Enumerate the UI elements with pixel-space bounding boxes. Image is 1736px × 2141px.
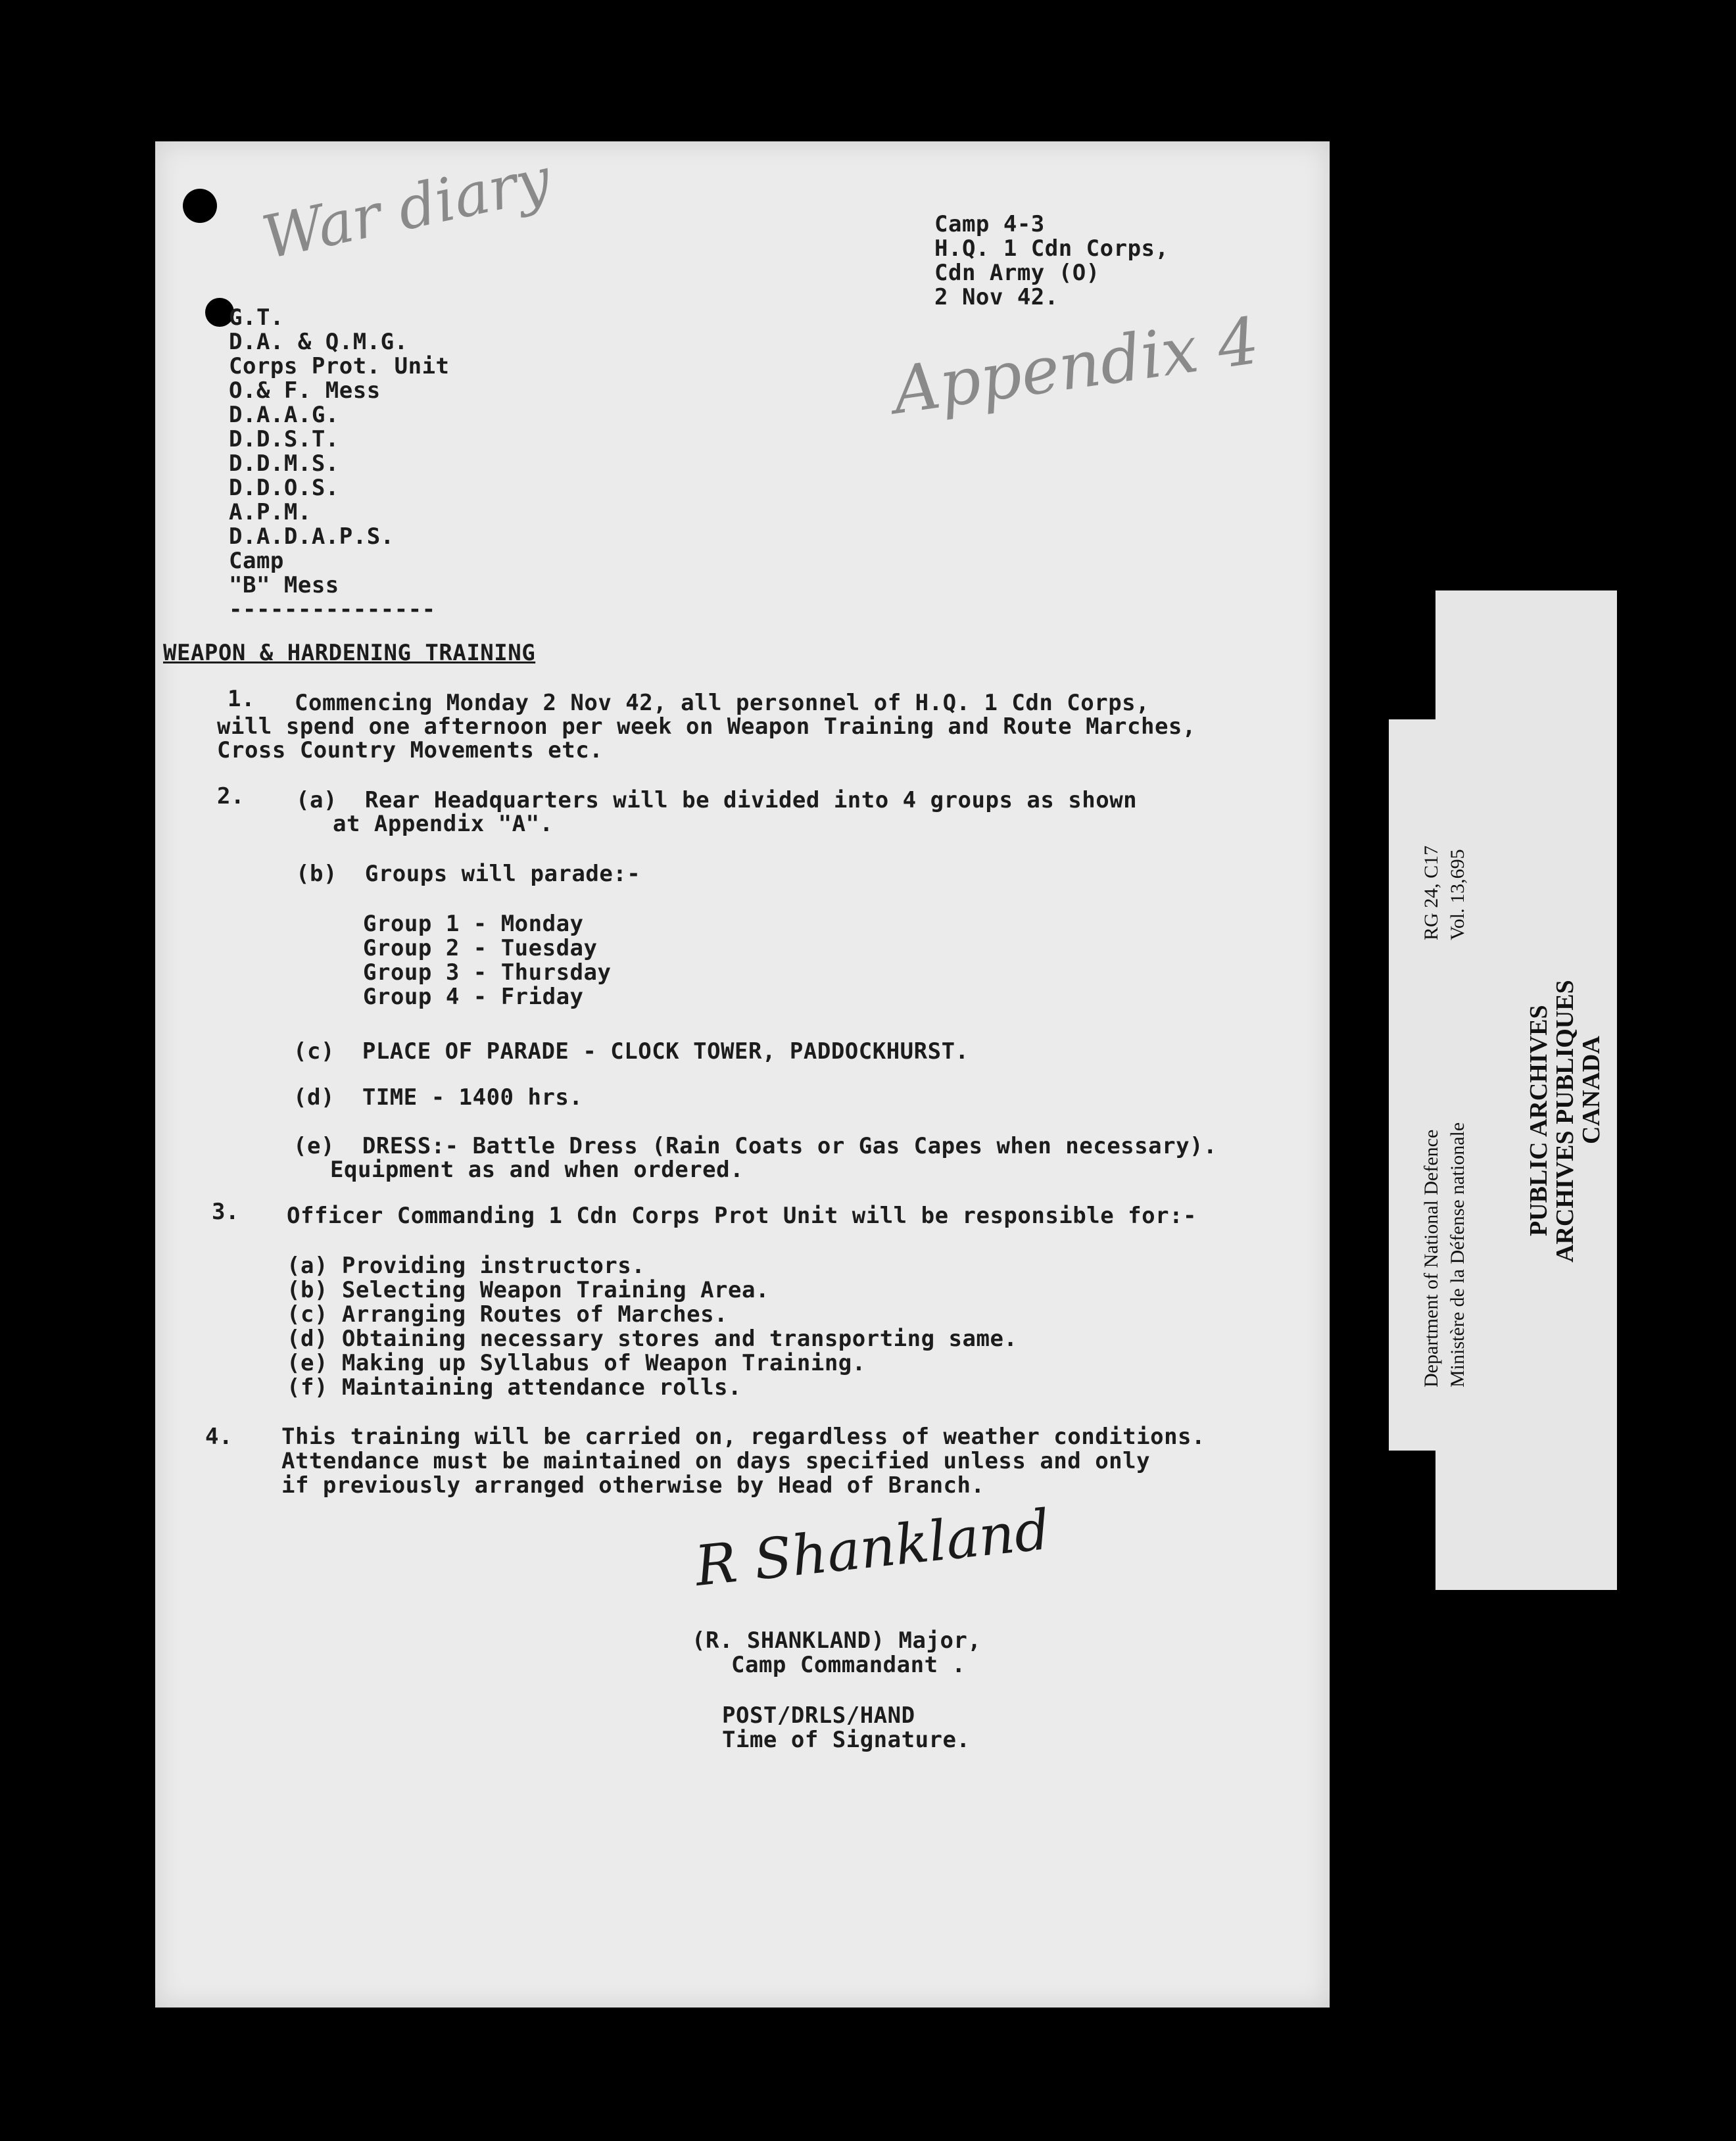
header-date: 2 Nov 42.: [934, 284, 1059, 310]
header-army: Cdn Army (O): [934, 260, 1100, 286]
distribution-item: G.T.: [229, 304, 284, 331]
distribution-item: D.D.S.T.: [229, 426, 339, 452]
para2-a: (a) Rear Headquarters will be divided into 4 groups as shown: [296, 787, 1138, 813]
para1-number: 1.: [228, 686, 255, 712]
para2-number: 2.: [217, 783, 245, 809]
archive-public-en: PUBLIC ARCHIVES: [1525, 1005, 1553, 1236]
archive-dept-en: Department of National Defence: [1420, 1129, 1442, 1387]
document-page: [155, 141, 1330, 2008]
footer-time: Time of Signature.: [722, 1727, 971, 1753]
para3-item: (a) Providing instructors.: [287, 1253, 646, 1279]
para2-e: (e) DRESS:- Battle Dress (Rain Coats or Gas Capes when necessary).: [293, 1133, 1217, 1159]
header-hq: H.Q. 1 Cdn Corps,: [934, 235, 1169, 262]
para4-line: Attendance must be maintained on days specified unless and only: [281, 1448, 1151, 1474]
archive-public-fr: ARCHIVES PUBLIQUES: [1551, 980, 1579, 1263]
para4-line: This training will be carried on, regardless of weather conditions.: [281, 1424, 1205, 1450]
archive-ref2: Vol. 13,695: [1447, 849, 1468, 940]
group-line: Group 4 - Friday: [363, 984, 584, 1010]
para1-line: Cross Country Movements etc.: [217, 737, 604, 763]
para4-number: 4.: [205, 1424, 233, 1450]
distribution-divider: ---------------: [229, 596, 436, 623]
footer-dispatch: POST/DRLS/HAND: [722, 1702, 915, 1729]
distribution-item: O.& F. Mess: [229, 377, 381, 404]
archive-dept-fr: Ministère de la Défense nationale: [1447, 1122, 1468, 1387]
para2-e: Equipment as and when ordered.: [330, 1157, 744, 1183]
subject-heading: WEAPON & HARDENING TRAINING: [163, 640, 536, 666]
para2-b: (b) Groups will parade:-: [296, 861, 641, 887]
para2-a: at Appendix "A".: [333, 811, 554, 837]
signature-name: (R. SHANKLAND) Major,: [692, 1627, 982, 1654]
para1-line: Commencing Monday 2 Nov 42, all personnel of H.Q. 1 Cdn Corps,: [295, 690, 1150, 716]
distribution-item: D.D.M.S.: [229, 450, 339, 477]
para3-intro: Officer Commanding 1 Cdn Corps Prot Unit will be responsible for:-: [287, 1203, 1197, 1229]
distribution-item: D.D.O.S.: [229, 475, 339, 501]
punch-hole: [183, 189, 217, 223]
group-line: Group 3 - Thursday: [363, 959, 612, 986]
distribution-item: D.A.D.A.P.S.: [229, 523, 395, 550]
signature-scrawl: R Shankland: [692, 1497, 1053, 1599]
archive-country: CANADA: [1578, 1036, 1605, 1144]
distribution-item: "B" Mess: [229, 572, 339, 598]
handwritten-appendix: Appendix 4: [888, 303, 1264, 429]
para3-number: 3.: [212, 1199, 239, 1225]
para2-d: (d) TIME - 1400 hrs.: [293, 1084, 583, 1111]
distribution-item: Corps Prot. Unit: [229, 353, 450, 379]
para3-item: (f) Maintaining attendance rolls.: [287, 1374, 742, 1401]
para2-c: (c) PLACE OF PARADE - CLOCK TOWER, PADDOCKHURST.: [293, 1038, 969, 1065]
distribution-item: D.A. & Q.M.G.: [229, 329, 408, 355]
para3-item: (d) Obtaining necessary stores and transporting same.: [287, 1326, 1018, 1352]
para3-item: (e) Making up Syllabus of Weapon Training.: [287, 1350, 866, 1376]
distribution-item: D.A.A.G.: [229, 402, 339, 428]
handwritten-war-diary: War diary: [256, 145, 556, 273]
archive-ref1: RG 24, C17: [1420, 845, 1442, 940]
signature-title: Camp Commandant .: [731, 1652, 966, 1678]
distribution-item: A.P.M.: [229, 499, 312, 525]
header-ref: Camp 4-3: [934, 211, 1045, 237]
group-line: Group 2 - Tuesday: [363, 935, 598, 961]
group-line: Group 1 - Monday: [363, 911, 584, 937]
para1-line: will spend one afternoon per week on Weapon Training and Route Marches,: [217, 713, 1196, 740]
para3-item: (b) Selecting Weapon Training Area.: [287, 1277, 769, 1303]
para4-line: if previously arranged otherwise by Head of Branch.: [281, 1472, 985, 1499]
para3-item: (c) Arranging Routes of Marches.: [287, 1301, 729, 1328]
distribution-item: Camp: [229, 548, 284, 574]
